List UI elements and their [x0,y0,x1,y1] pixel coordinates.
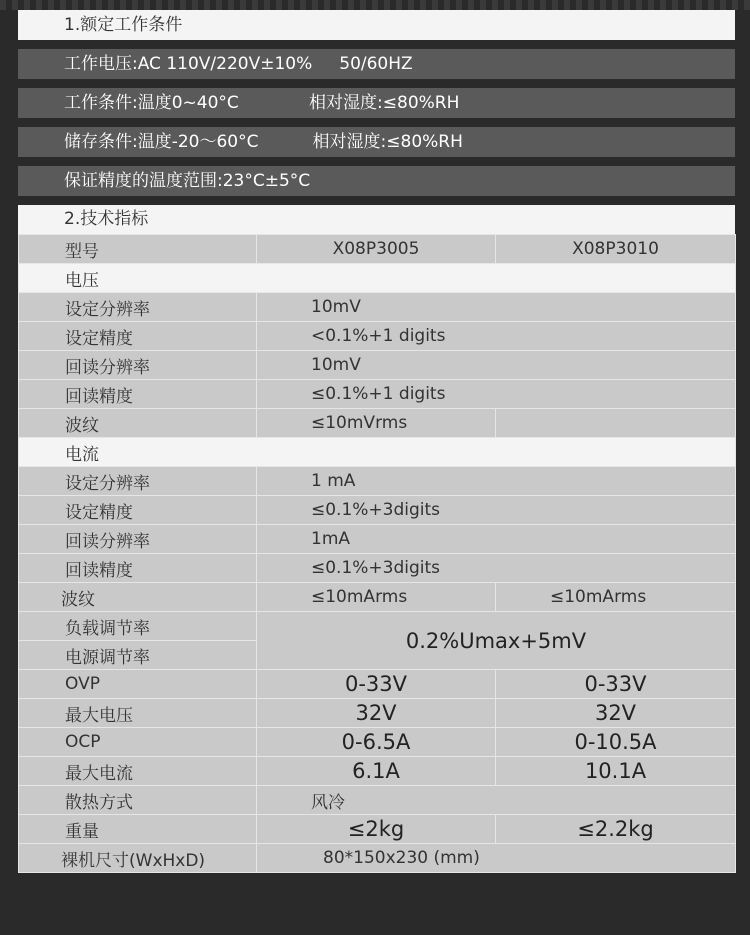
row-label: 波纹 [19,583,257,612]
model-1: X08P3005 [257,235,496,264]
row-label: OCP [19,728,257,757]
table-row [19,583,736,612]
model-2: X08P3010 [496,235,736,264]
row-value: 风冷 [257,786,736,815]
row-label: 电源调节率 [19,641,257,670]
row-value-1: ≤10mArms [257,583,496,612]
row-label: 设定分辨率 [19,467,257,496]
model-label: 型号 [19,235,257,264]
regulation-value: 0.2%Umax+5mV [257,612,736,670]
table-row [19,612,736,641]
spec-sheet [18,10,735,873]
row-value-2: 0-10.5A [496,728,736,757]
row-value: 80*150x230 (mm) [257,844,736,873]
row-value-2: 0-33V [496,670,736,699]
condition-row-storage: 储存条件:温度-20～60°C 相对湿度:≤80%RH [18,127,735,157]
row-label: 波纹 [19,409,257,438]
row-label: 最大电压 [19,699,257,728]
table-row [19,293,736,322]
row-value: ≤0.1%+1 digits [257,380,736,409]
section2 [18,205,735,873]
row-label: OVP [19,670,257,699]
row-label: 裸机尺寸(WxHxD) [19,844,257,873]
table-row [19,699,736,728]
table-row [19,815,736,844]
table-row [19,728,736,757]
table-row [19,351,736,380]
row-value-1: 6.1A [257,757,496,786]
row-label: 回读分辨率 [19,351,257,380]
section1-title: 1.额定工作条件 [18,10,735,40]
row-label: 设定精度 [19,322,257,351]
row-value: ≤10mVrms [257,409,496,438]
table-row [19,409,736,438]
row-value-1: ≤2kg [257,815,496,844]
table-row [19,670,736,699]
row-value: 10mV [257,293,736,322]
table-row [19,496,736,525]
row-value: ≤0.1%+3digits [257,496,736,525]
voltage-group-title: 电压 [19,264,736,293]
row-label: 重量 [19,815,257,844]
section2-title: 2.技术指标 [64,209,149,229]
table-row [19,525,736,554]
row-value-2: ≤2.2kg [496,815,736,844]
row-value-1: 32V [257,699,496,728]
row-value-1: 0-33V [257,670,496,699]
row-value: ≤0.1%+3digits [257,554,736,583]
table-row [19,757,736,786]
condition-row-accuracy-temp: 保证精度的温度范围:23°C±5°C [18,166,735,196]
row-label: 负载调节率 [19,612,257,641]
condition-row-voltage: 工作电压:AC 110V/220V±10% 50/60HZ [18,49,735,79]
row-label: 回读分辨率 [19,525,257,554]
row-value-2: 10.1A [496,757,736,786]
row-label: 回读精度 [19,380,257,409]
table-row [19,554,736,583]
row-value-2: 32V [496,699,736,728]
current-group-row [19,438,736,467]
row-value: 10mV [257,351,736,380]
voltage-group-row [19,264,736,293]
row-label: 设定精度 [19,496,257,525]
spec-table [18,234,736,873]
row-label: 最大电流 [19,757,257,786]
row-label: 散热方式 [19,786,257,815]
row-value: 1 mA [257,467,736,496]
top-decorative-strip [0,0,750,10]
table-row [19,467,736,496]
condition-row-operating: 工作条件:温度0~40°C 相对湿度:≤80%RH [18,88,735,118]
row-label: 回读精度 [19,554,257,583]
row-empty-cell [496,409,736,438]
row-label: 设定分辨率 [19,293,257,322]
current-group-title: 电流 [19,438,736,467]
row-value-2: ≤10mArms [496,583,736,612]
table-row [19,844,736,873]
row-value: <0.1%+1 digits [257,322,736,351]
row-value-1: 0-6.5A [257,728,496,757]
model-header-row [19,235,736,264]
table-row [19,322,736,351]
table-row [19,786,736,815]
table-row [19,380,736,409]
row-value: 1mA [257,525,736,554]
